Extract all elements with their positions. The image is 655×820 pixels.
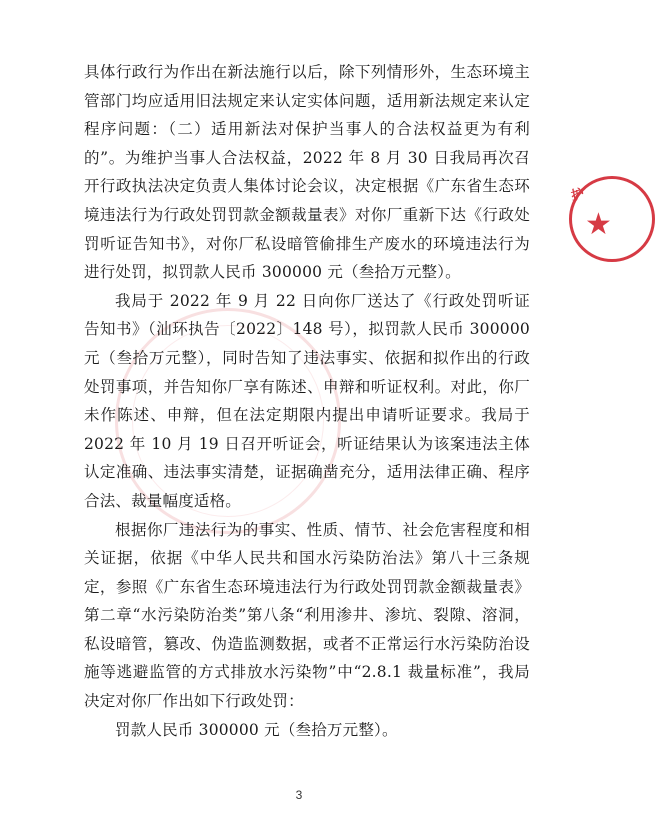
body-text [84, 58, 530, 744]
red-seal-stamp [565, 180, 612, 252]
paragraph-1: 具体行政行为作出在新法施行以后，除下列情形外，生态环境主管部门均应适用旧法规定来认定实体问题，适用新法规定来认定程序问题：（二）适用新法对保护当事人的合法权益更为有利的”。为维护当事人合法权益，2022 年 8 月 30 日我局再次召开行政执法决定负责人集体讨论会议，决定根据《广东省生态环境违法行为行政处罚罚款金额裁量表》对你厂重新下达《行政处罚听证告知书》，对你厂私设暗管偷排生产废水的环境违法行为进行处罚，拟罚款人民币 300000 元（叁拾万元整）。 [84, 63, 530, 282]
seal-text: 护 [569, 186, 586, 205]
paragraph-2: 我局于 2022 年 9 月 22 日向你厂送达了《行政处罚听证告知书》（汕环执告〔2022〕148 号），拟罚款人民币 300000 元（叁拾万元整），同时告知了违法事实、依据和拟作出的行政处罚事项，并告知你厂享有陈述、申辩和听证权利。对此，你厂未作陈述、申辩，但在法定期限内提出申请听证要求。我局于 2022 年 10 月 19 日召开听证会，听证结果认为该案违法主体认定准确、违法事实清楚，证据确凿充分，适用法律正确、程序合法、裁量幅度适格。 [84, 291, 530, 510]
star-icon: ★ [585, 207, 612, 242]
page-number: 3 [295, 788, 303, 802]
paragraph-4: 罚款人民币 300000 元（叁拾万元整）。 [115, 720, 398, 739]
paragraph-3: 根据你厂违法行为的事实、性质、情节、社会危害程度和相关证据，依据《中华人民共和国水污染防治法》第八十三条规定，参照《广东省生态环境违法行为行政处罚罚款金额裁量表》第二章“水污染防治类”第八条“利用渗井、渗坑、裂隙、溶洞，私设暗管，篡改、伪造监测数据，或者不正常运行水污染防治设施等逃避监管的方式排放水污染物”中“2.8.1 裁量标准”，我局决定对你厂作出如下行政处罚： [84, 520, 530, 711]
